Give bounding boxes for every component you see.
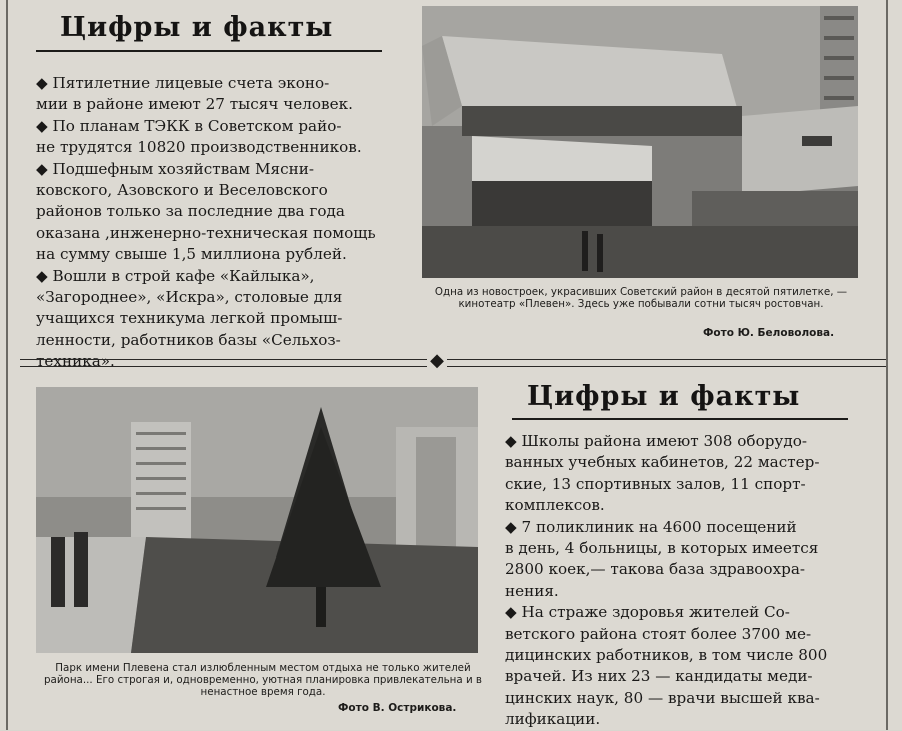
top-headline: Цифры и факты (60, 12, 334, 43)
article-line: районов только за последние два года (36, 202, 345, 221)
article-line: оказана ,инженерно-техническая помощь (36, 223, 376, 242)
park-photo-credit: Фото В. Острикова. (338, 702, 457, 714)
cinema-photo-caption: Одна из новостроек, украсивших Советский район в десятой пятилетке, — кинотеатр «Плевен». Здесь уже побывали сотни тысяч ростовчан. (434, 286, 848, 310)
article-line: ветского района стоят более 3700 ме- (505, 624, 812, 643)
article-line: ◆ На страже здоровья жителей Со- (505, 603, 790, 622)
cinema-photo (422, 6, 858, 278)
article-line: комплексов. (505, 496, 605, 515)
bottom-headline: Цифры и факты (527, 381, 801, 412)
article-line: врачей. Из них 23 — кандидаты меди- (505, 667, 813, 686)
cinema-photo-drawing (422, 6, 858, 278)
top-headline-underline (36, 50, 382, 52)
article-line: мии в районе имеют 27 тысяч человек. (36, 95, 353, 114)
article-line: ◆ 7 поликлиник на 4600 посещений (505, 517, 797, 536)
top-article-text (36, 73, 400, 373)
cinema-photo-credit: Фото Ю. Беловолова. (703, 327, 835, 339)
left-column-rule (6, 0, 8, 730)
article-line: ◆ Пятилетние лицевые счета эконо- (36, 74, 330, 92)
article-line: ленности, работников базы «Сельхоз- (36, 330, 341, 349)
article-line: техника». (36, 352, 115, 371)
article-line: нения. (505, 581, 559, 600)
park-photo-caption: Парк имени Плевена стал излюбленным местом отдыха не только жителей района... Его строгая и, одновременно, уютная планировка привлекательна и в ненастное время года. (43, 662, 482, 698)
article-line: ванных учебных кабинетов, 22 мастер- (505, 453, 820, 472)
article-line: дицинских работников, в том числе 800 (505, 646, 828, 665)
article-line: ◆ Подшефным хозяйствам Мясни- (36, 159, 314, 178)
article-line: в день, 4 больницы, в которых имеется (505, 539, 819, 558)
park-photo-drawing (36, 387, 478, 653)
section-divider (20, 359, 886, 367)
park-photo (36, 387, 478, 653)
article-line: лификации. (505, 710, 601, 729)
article-line: ковского, Азовского и Веселовского (36, 181, 328, 200)
article-line: ские, 13 спортивных залов, 11 спорт- (505, 474, 806, 493)
bottom-headline-underline (512, 418, 848, 420)
bottom-article-text (505, 431, 877, 731)
article-line: «Загороднее», «Искра», столовые для (36, 288, 343, 307)
article-line: не трудятся 10820 производственников. (36, 138, 362, 157)
article-line: цинских наук, 80 — врачи высшей ква- (505, 688, 820, 707)
article-line: ◆ Вошли в строй кафе «Кайлыка», (36, 266, 315, 285)
article-line: 2800 коек,— такова база здравоохра- (505, 560, 806, 579)
article-line: на сумму свыше 1,5 миллиона рублей. (36, 245, 347, 264)
article-line: ◆ По планам ТЭКК в Советском райо- (36, 116, 342, 135)
divider-diamond-icon: ◆ (427, 351, 447, 371)
article-line: ◆ Школы района имеют 308 оборудо- (505, 432, 807, 450)
article-line: учащихся техникума легкой промыш- (36, 309, 343, 328)
right-column-rule (886, 0, 888, 730)
